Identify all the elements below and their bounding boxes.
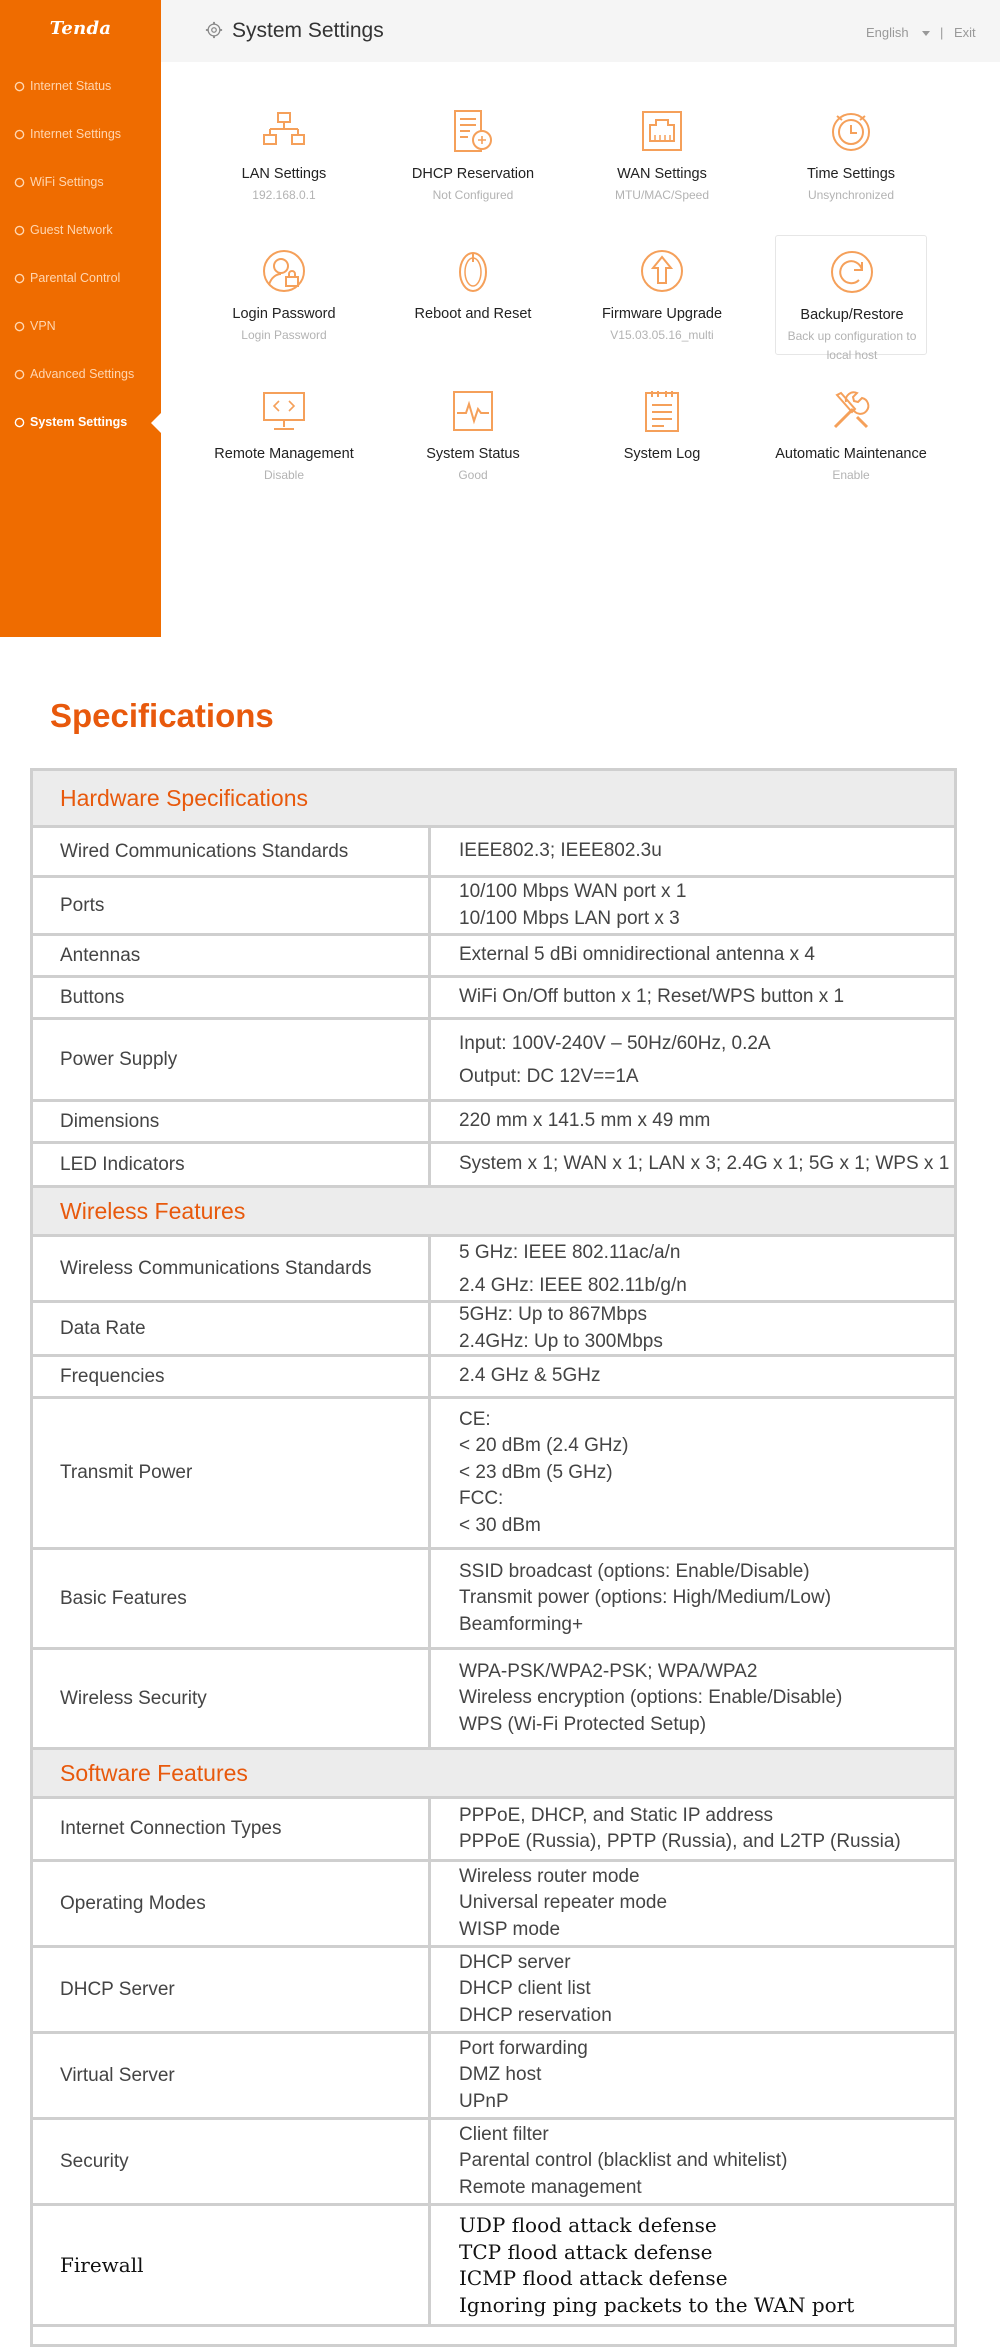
spec-value-line: Parental control (blacklist and whitelist)	[459, 2150, 788, 2172]
spec-value	[431, 1303, 954, 1354]
tile-name: Login Password	[232, 306, 336, 322]
header-separator: |	[940, 25, 944, 40]
sidebar	[0, 0, 161, 637]
spec-label: Wireless Communications Standards	[33, 1237, 431, 1300]
top-bar	[161, 0, 1000, 62]
tile-status: 192.168.0.1	[252, 188, 316, 202]
spec-value-line: CE:	[459, 1408, 491, 1430]
parental-icon	[12, 271, 26, 285]
tile-status: Good	[458, 468, 488, 482]
tile-status: Not Configured	[432, 188, 514, 202]
spec-label: DHCP Server	[33, 1948, 431, 2031]
spec-value-line: Output: DC 12V==1A	[459, 1065, 639, 1087]
brand-logo: Tenda	[49, 18, 112, 39]
sidebar-item-advanced-settings[interactable]	[0, 350, 161, 398]
spec-value	[431, 2206, 954, 2324]
tile-name: Firmware Upgrade	[601, 306, 723, 322]
spec-row	[33, 828, 954, 878]
spec-row	[33, 1862, 954, 1948]
tile-firmware-upgrade[interactable]	[586, 247, 738, 365]
language-select[interactable]: English	[866, 25, 909, 40]
spec-label: Security	[33, 2120, 431, 2203]
tile-lan-settings[interactable]	[208, 107, 360, 225]
sidebar-item-vpn[interactable]	[0, 302, 161, 350]
spec-value-line: Wireless router mode	[459, 1865, 640, 1887]
sidebar-item-internet-status[interactable]	[0, 62, 161, 110]
spec-label: LED Indicators	[33, 1144, 431, 1185]
spec-row	[33, 936, 954, 978]
tile-status: Back up configuration to local host	[787, 329, 917, 362]
tools-icon	[827, 387, 875, 435]
spec-value-line: DHCP client list	[459, 1978, 591, 2000]
tile-name: Reboot and Reset	[414, 306, 532, 322]
sidebar-item-label: WiFi Settings	[30, 175, 104, 189]
spec-value	[431, 878, 954, 933]
remote-icon	[260, 387, 308, 435]
sidebar-item-label: Parental Control	[30, 271, 121, 285]
spec-value	[431, 1020, 954, 1099]
spec-value-line: Client filter	[459, 2123, 549, 2145]
spec-label: Ports	[33, 878, 431, 933]
spec-value-line: 10/100 Mbps LAN port x 3	[459, 907, 680, 929]
tile-automatic-maintenance[interactable]	[775, 387, 927, 505]
tile-status: V15.03.05.16_multi	[610, 328, 714, 342]
spec-value-line: 5 GHz: IEEE 802.11ac/a/n	[459, 1241, 681, 1263]
tile-time-settings[interactable]	[775, 107, 927, 225]
spec-label: Buttons	[33, 978, 431, 1017]
spec-value	[431, 1948, 954, 2031]
lan-icon	[260, 107, 308, 155]
sidebar-item-internet-settings[interactable]	[0, 110, 161, 158]
guest-icon	[12, 223, 26, 237]
tile-name: Automatic Maintenance	[775, 446, 927, 462]
tile-system-status[interactable]	[397, 387, 549, 505]
spec-row	[33, 1948, 954, 2034]
globe-icon	[12, 127, 26, 141]
spec-label: Antennas	[33, 936, 431, 975]
spec-value-line: UPnP	[459, 2090, 509, 2112]
upgrade-icon	[638, 247, 686, 295]
spec-row	[33, 1144, 954, 1188]
spec-value-line: 2.4 GHz & 5GHz	[459, 1365, 601, 1387]
tile-name: WAN Settings	[617, 166, 707, 182]
spec-row	[33, 1020, 954, 1102]
spec-label: Internet Connection Types	[33, 1799, 431, 1859]
spec-value	[431, 1862, 954, 1945]
pulse-icon	[449, 387, 497, 435]
tile-backup-restore[interactable]	[775, 235, 927, 362]
spec-value-line: WiFi On/Off button x 1; Reset/WPS button x 1	[459, 986, 845, 1008]
spec-label: Frequencies	[33, 1357, 431, 1396]
tile-system-log[interactable]	[586, 387, 738, 505]
spec-value-line: SSID broadcast (options: Enable/Disable)	[459, 1560, 810, 1582]
spec-value-line: 2.4 GHz: IEEE 802.11b/g/n	[459, 1274, 687, 1296]
log-icon	[638, 387, 686, 435]
spec-value	[431, 1357, 954, 1396]
tile-name: Remote Management	[214, 446, 354, 462]
spec-row	[33, 1102, 954, 1144]
vpn-icon	[12, 319, 26, 333]
sidebar-item-label: Internet Status	[30, 79, 112, 93]
spec-label: Wireless Security	[33, 1650, 431, 1747]
spec-section-header: Hardware Specifications	[33, 771, 954, 828]
monitor-icon	[12, 79, 26, 93]
spec-value-line: < 23 dBm (5 GHz)	[459, 1461, 613, 1483]
router-admin-ui	[0, 0, 1000, 638]
spec-value-line: 2.4GHz: Up to 300Mbps	[459, 1330, 663, 1352]
tile-name: Backup/Restore	[800, 307, 904, 323]
clock-icon	[827, 107, 875, 155]
spec-row	[33, 2206, 954, 2327]
tile-status: Login Password	[241, 328, 327, 342]
spec-value	[431, 978, 954, 1017]
gear-icon	[12, 415, 26, 429]
spec-value-line: ICMP flood attack defense	[459, 2266, 728, 2290]
spec-label: Basic Features	[33, 1550, 431, 1647]
spec-value-line: < 20 dBm (2.4 GHz)	[459, 1435, 629, 1457]
spec-value-line: PPPoE (Russia), PPTP (Russia), and L2TP (Russia)	[459, 1831, 901, 1852]
spec-value-line: DHCP server	[459, 1951, 571, 1973]
power-icon	[449, 247, 497, 295]
user-lock-icon	[260, 247, 308, 295]
spec-row	[33, 1650, 954, 1750]
restore-icon	[828, 248, 876, 296]
spec-row	[33, 1237, 954, 1303]
exit-link[interactable]: Exit	[954, 25, 976, 40]
sidebar-item-label: Guest Network	[30, 223, 113, 237]
wrench-icon	[12, 367, 26, 381]
tile-name: LAN Settings	[241, 166, 327, 182]
spec-value	[431, 1102, 954, 1141]
spec-value	[431, 1399, 954, 1547]
spec-label: Operating Modes	[33, 1862, 431, 1945]
sidebar-item-label: VPN	[30, 319, 56, 333]
spec-value-line: Transmit power (options: High/Medium/Low)	[459, 1587, 832, 1609]
spec-value	[431, 2120, 954, 2203]
active-nav-pointer	[151, 413, 161, 433]
spec-label: Wired Communications Standards	[33, 828, 431, 875]
spec-row	[33, 978, 954, 1020]
spec-value-line: WPS (Wi-Fi Protected Setup)	[459, 1713, 707, 1735]
spec-value	[431, 1550, 954, 1647]
spec-value-line: 220 mm x 141.5 mm x 49 mm	[459, 1110, 711, 1132]
spec-value-line: FCC:	[459, 1488, 504, 1510]
spec-value	[431, 1650, 954, 1747]
sidebar-item-label: System Settings	[30, 415, 128, 429]
spec-value	[431, 1237, 954, 1300]
sidebar-item-guest-network[interactable]	[0, 206, 161, 254]
tile-dhcp-reservation[interactable]	[397, 107, 549, 225]
tile-name: System Log	[623, 446, 701, 462]
spec-value-line: Wireless encryption (options: Enable/Disable)	[459, 1687, 843, 1709]
spec-label: Transmit Power	[33, 1399, 431, 1547]
tile-name: Time Settings	[806, 166, 896, 182]
spec-row	[33, 1799, 954, 1862]
sidebar-item-label: Advanced Settings	[30, 367, 135, 381]
spec-label: Power Supply	[33, 1020, 431, 1099]
spec-value-line: < 30 dBm	[459, 1514, 541, 1536]
sidebar-item-parental-control[interactable]	[0, 254, 161, 302]
spec-value	[431, 936, 954, 975]
spec-value-line: DHCP reservation	[459, 2004, 612, 2026]
spec-value-line: Remote management	[459, 2176, 642, 2198]
spec-value-line: DMZ host	[459, 2064, 542, 2086]
spec-value-line: 5GHz: Up to 867Mbps	[459, 1304, 647, 1325]
spec-value-line: External 5 dBi omnidirectional antenna x 4	[459, 944, 815, 966]
spec-row	[33, 2034, 954, 2120]
spec-label: Dimensions	[33, 1102, 431, 1141]
spec-value-line: Port forwarding	[459, 2037, 588, 2059]
tile-status: Disable	[263, 468, 305, 482]
spec-value	[431, 828, 954, 875]
spec-value	[431, 2034, 954, 2117]
tile-remote-management[interactable]	[208, 387, 360, 505]
tile-name: System Status	[426, 446, 520, 462]
spec-row	[33, 1550, 954, 1650]
spec-value-line: Beamforming+	[459, 1613, 584, 1635]
spec-value-line: UDP flood attack defense	[459, 2213, 717, 2237]
spec-row	[33, 1303, 954, 1357]
spec-label: Firewall	[33, 2206, 431, 2324]
spec-row	[33, 1357, 954, 1399]
sidebar-item-wifi-settings[interactable]	[0, 158, 161, 206]
chevron-down-icon[interactable]	[922, 31, 930, 36]
spec-label: Virtual Server	[33, 2034, 431, 2117]
spec-section-header: Software Features	[33, 1750, 954, 1799]
spec-value-line: IEEE802.3; IEEE802.3u	[459, 840, 662, 862]
tile-status: Enable	[832, 468, 870, 482]
spec-row	[33, 2120, 954, 2206]
tile-login-password[interactable]	[208, 247, 360, 365]
spec-value	[431, 1144, 954, 1185]
spec-value-line: Universal repeater mode	[459, 1892, 668, 1914]
spec-value-line: Ignoring ping packets to the WAN port	[459, 2292, 855, 2317]
spec-row	[33, 1399, 954, 1550]
specifications-title: Specifications	[50, 697, 274, 734]
spec-value-line: 10/100 Mbps WAN port x 1	[459, 881, 687, 902]
spec-value-line: WPA-PSK/WPA2-PSK; WPA/WPA2	[459, 1660, 758, 1682]
spec-row	[33, 878, 954, 936]
wan-port-icon	[638, 107, 686, 155]
dhcp-icon	[449, 107, 497, 155]
spec-label: Data Rate	[33, 1303, 431, 1354]
tile-status: Unsynchronized	[807, 188, 895, 202]
spec-value-line: System x 1; WAN x 1; LAN x 3; 2.4G x 1; 5G x 1; WPS x 1	[459, 1153, 950, 1175]
spec-value-line: PPPoE, DHCP, and Static IP address	[459, 1804, 774, 1826]
sidebar-item-label: Internet Settings	[30, 127, 122, 141]
wifi-icon	[12, 175, 26, 189]
tile-reboot-and-reset[interactable]	[397, 247, 549, 365]
spec-value-line: WISP mode	[459, 1918, 561, 1940]
tile-name: DHCP Reservation	[411, 166, 535, 182]
tile-status: MTU/MAC/Speed	[614, 188, 710, 202]
spec-value-line: TCP flood attack defense	[459, 2239, 713, 2264]
spec-value-line: Input: 100V-240V – 50Hz/60Hz, 0.2A	[459, 1032, 771, 1054]
sidebar-item-system-settings[interactable]	[0, 398, 161, 446]
tile-wan-settings[interactable]	[586, 107, 738, 225]
spec-section-header: Wireless Features	[33, 1188, 954, 1237]
spec-value	[431, 1799, 954, 1859]
page-title: System Settings	[232, 19, 384, 42]
